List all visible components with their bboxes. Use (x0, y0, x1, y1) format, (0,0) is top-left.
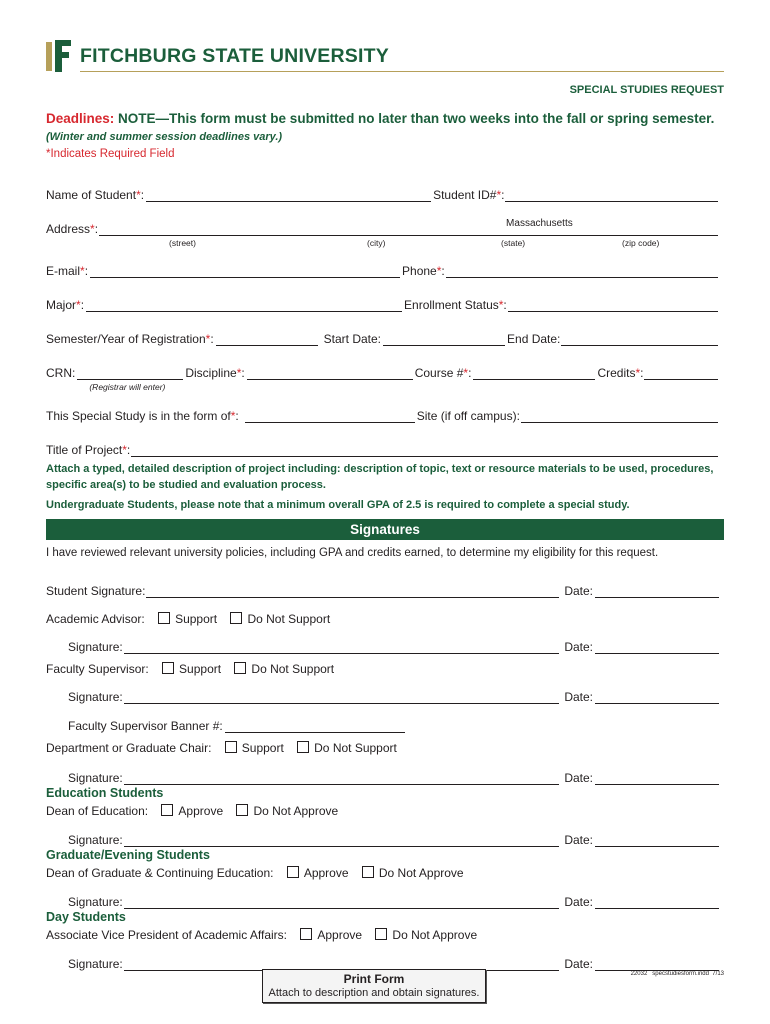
credits-input[interactable] (644, 365, 718, 380)
row-major (46, 294, 719, 312)
print-form-button[interactable] (262, 969, 486, 1003)
support-label: Support (175, 612, 218, 626)
faculty-date-input[interactable] (595, 689, 719, 704)
support-label: Support (179, 662, 222, 676)
street-caption: (street) (169, 238, 196, 248)
student-name-input[interactable] (146, 187, 431, 202)
signature-label: Signature: (68, 771, 123, 785)
discipline-input[interactable] (247, 365, 413, 380)
attach-instruction: Attach to description and obtain signatures. (268, 987, 480, 999)
row-avp (46, 928, 477, 942)
email-label: E-mail*: (46, 264, 89, 278)
row-academic-advisor (46, 612, 330, 626)
date-label: Date: (564, 771, 593, 785)
start-date-input[interactable] (383, 331, 505, 346)
deadlines-notice (46, 111, 714, 126)
date-label: Date: (564, 895, 593, 909)
student-signature-input[interactable] (146, 583, 559, 598)
signature-label: Signature: (68, 895, 123, 909)
state-value: Massachusetts (506, 218, 573, 229)
row-faculty-banner (68, 715, 407, 733)
row-graduate-signature (68, 891, 719, 909)
university-logo (45, 38, 75, 72)
faculty-supervisor-label: Faculty Supervisor: (46, 662, 149, 676)
support-label: Support (241, 741, 284, 755)
education-date-input[interactable] (595, 832, 719, 847)
discipline-label: Discipline*: (185, 366, 245, 380)
education-signature-input[interactable] (124, 832, 560, 847)
course-input[interactable] (473, 365, 595, 380)
signatures-banner (46, 519, 724, 540)
title-input[interactable] (131, 442, 718, 457)
major-input[interactable] (86, 297, 402, 312)
graduate-not-approve-checkbox[interactable] (362, 866, 374, 878)
phone-input[interactable] (446, 263, 718, 278)
state-caption: (state) (501, 238, 526, 248)
university-name: FITCHBURG STATE UNIVERSITY (80, 45, 389, 67)
date-label: Date: (564, 584, 593, 598)
chair-support-checkbox[interactable] (225, 741, 237, 753)
signature-label: Signature: (68, 833, 123, 847)
enrollment-input[interactable] (508, 297, 718, 312)
faculty-banner-label: Faculty Supervisor Banner #: (68, 719, 223, 733)
do-not-approve-label: Do Not Approve (378, 866, 464, 880)
student-id-label: Student ID#*: (433, 188, 505, 202)
academic-advisor-label: Academic Advisor: (46, 612, 145, 626)
dept-chair-label: Department or Graduate Chair: (46, 741, 212, 755)
graduate-approve-checkbox[interactable] (287, 866, 299, 878)
avp-date-input[interactable] (595, 956, 719, 971)
approve-label: Approve (303, 866, 349, 880)
semester-label: Semester/Year of Registration*: (46, 332, 214, 346)
education-not-approve-checkbox[interactable] (236, 804, 248, 816)
credits-label: Credits*: (597, 366, 644, 380)
row-semester (46, 328, 719, 346)
deadlines-text: NOTE—This form must be submitted no later than two weeks into the fall or spring semester. (118, 111, 715, 126)
signature-label: Signature: (68, 690, 123, 704)
approve-label: Approve (178, 804, 224, 818)
row-email (46, 260, 719, 278)
enrollment-label: Enrollment Status*: (404, 298, 507, 312)
do-not-support-label: Do Not Support (247, 612, 331, 626)
advisor-date-input[interactable] (595, 639, 719, 654)
row-dept-chair (46, 741, 397, 755)
row-name (46, 184, 719, 202)
faculty-not-support-checkbox[interactable] (234, 662, 246, 674)
do-not-support-label: Do Not Support (251, 662, 335, 676)
date-label: Date: (564, 640, 593, 654)
signatures-heading: Signatures (350, 522, 420, 537)
dean-graduate-label: Dean of Graduate & Continuing Education: (46, 866, 274, 880)
address-input[interactable] (99, 218, 718, 248)
form-code: 22032 specstudiesform.indd 7/13 (630, 971, 724, 977)
education-students-heading: Education Students (46, 786, 164, 800)
address-label: Address*: (46, 222, 99, 236)
chair-date-input[interactable] (595, 770, 719, 785)
study-form-input[interactable] (245, 408, 415, 423)
city-caption: (city) (367, 238, 386, 248)
end-date-input[interactable] (561, 331, 718, 346)
required-note: *Indicates Required Field (46, 148, 175, 160)
advisor-signature-input[interactable] (124, 639, 560, 654)
signature-label: Signature: (68, 957, 123, 971)
row-faculty-signature (68, 686, 719, 704)
student-date-input[interactable] (595, 583, 719, 598)
header-rule (80, 71, 724, 72)
course-label: Course #*: (414, 366, 472, 380)
gpa-note: Undergraduate Students, please note that a minimum overall GPA of 2.5 is required to complete a special study. (46, 499, 630, 511)
row-student-signature (46, 580, 719, 598)
faculty-banner-input[interactable] (225, 718, 405, 733)
date-label: Date: (564, 690, 593, 704)
avp-not-approve-checkbox[interactable] (375, 928, 387, 940)
row-dean-education (46, 804, 338, 818)
study-form-label: This Special Study is in the form of*: (46, 409, 239, 423)
review-statement: I have reviewed relevant university policies, including GPA and credits earned, to determine my eligibility for this request. (46, 547, 659, 559)
advisor-not-support-checkbox[interactable] (230, 612, 242, 624)
do-not-support-label: Do Not Support (314, 741, 397, 755)
row-address (46, 218, 719, 248)
attach-note: Attach a typed, detailed description of project including: description of topic, text or resource materials to be used, procedures, specific area(s) to be studied and evaluation process. (46, 463, 714, 491)
start-date-label: Start Date: (323, 332, 382, 346)
crn-label: CRN: (46, 366, 76, 380)
end-date-label: End Date: (507, 332, 561, 346)
graduate-date-input[interactable] (595, 894, 719, 909)
crn-input[interactable] (77, 365, 183, 392)
education-approve-checkbox[interactable] (161, 804, 173, 816)
chair-signature-input[interactable] (124, 770, 560, 785)
student-name-label: Name of Student*: (46, 188, 145, 202)
row-advisor-signature (68, 636, 719, 654)
day-students-heading: Day Students (46, 910, 126, 924)
avp-label: Associate Vice President of Academic Affairs: (46, 928, 288, 942)
row-education-signature (68, 829, 719, 847)
row-crn (46, 362, 719, 392)
row-title (46, 439, 719, 457)
graduate-students-heading: Graduate/Evening Students (46, 848, 210, 862)
site-label: Site (if off campus): (416, 409, 520, 423)
date-label: Date: (564, 957, 593, 971)
advisor-support-checkbox[interactable] (158, 612, 170, 624)
zip-caption: (zip code) (622, 238, 660, 248)
row-dean-graduate (46, 866, 464, 880)
signature-label: Signature: (68, 640, 123, 654)
avp-approve-checkbox[interactable] (300, 928, 312, 940)
registrar-note: (Registrar will enter) (89, 382, 166, 392)
email-input[interactable] (90, 263, 400, 278)
approve-label: Approve (317, 928, 363, 942)
print-form-label: Print Form (343, 972, 405, 986)
winter-note: (Winter and summer session deadlines vary.) (46, 131, 283, 143)
major-label: Major*: (46, 298, 85, 312)
graduate-signature-input[interactable] (124, 894, 560, 909)
chair-not-support-checkbox[interactable] (297, 741, 309, 753)
row-faculty-supervisor (46, 662, 334, 676)
student-signature-label: Student Signature: (46, 584, 146, 598)
faculty-signature-input[interactable] (124, 689, 560, 704)
deadlines-label: Deadlines: (46, 111, 115, 126)
semester-input[interactable] (216, 331, 318, 346)
date-label: Date: (564, 833, 593, 847)
row-study-form (46, 405, 719, 423)
dean-education-label: Dean of Education: (46, 804, 149, 818)
form-title: SPECIAL STUDIES REQUEST (569, 84, 724, 96)
do-not-approve-label: Do Not Approve (392, 928, 478, 942)
student-id-input[interactable] (505, 187, 718, 202)
phone-label: Phone*: (402, 264, 445, 278)
site-input[interactable] (521, 408, 718, 423)
row-chair-signature (68, 767, 719, 785)
faculty-support-checkbox[interactable] (162, 662, 174, 674)
title-label: Title of Project*: (46, 443, 131, 457)
do-not-approve-label: Do Not Approve (253, 804, 339, 818)
